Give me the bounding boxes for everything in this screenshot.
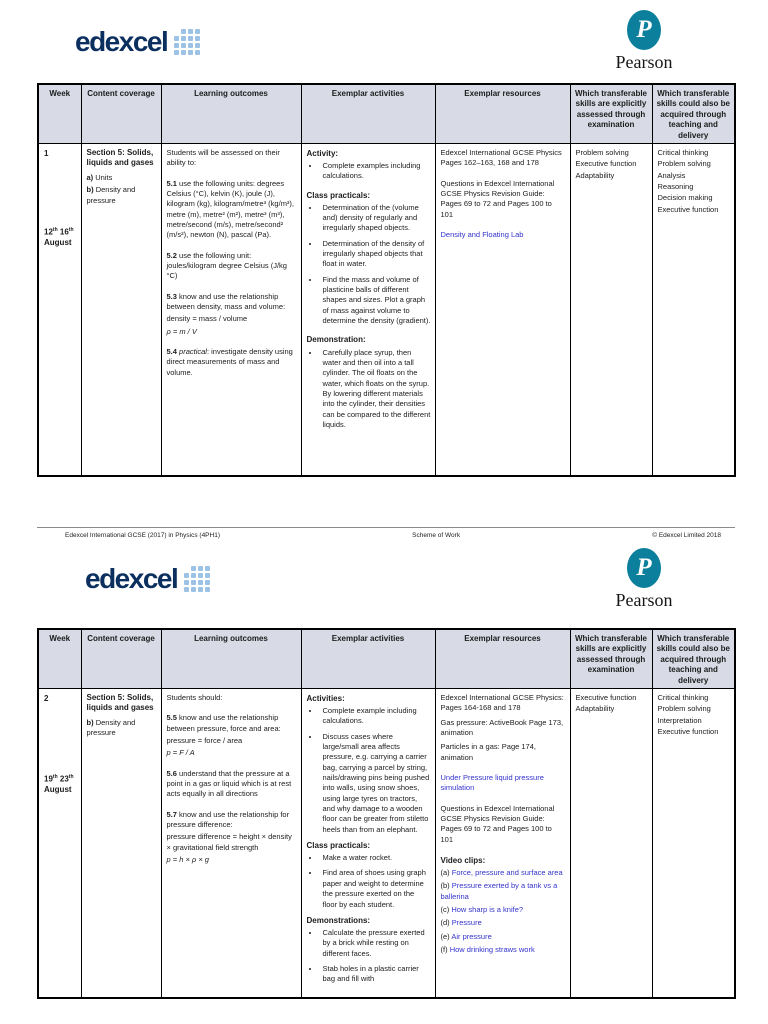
pearson-wordmark: Pearson xyxy=(615,590,673,610)
formula-words: pressure = force / area xyxy=(166,735,243,745)
class-practicals-heading: Class practicals: xyxy=(306,190,371,200)
video-clip-item: (e) Air pressure xyxy=(440,931,492,941)
resource-link-density-floating-lab[interactable]: Density and Floating Lab xyxy=(440,230,524,240)
footer-center: Scheme of Work xyxy=(412,532,461,539)
content-coverage-cell xyxy=(81,143,161,476)
edexcel-wordmark: edexcel xyxy=(85,563,178,594)
col-header-learning-outcomes: Learning outcomes xyxy=(161,629,301,688)
list-item: • Discuss cases where large/small area affects pressure, e.g. carrying a carrier bag, carrying a parcel by string, nails/drawing pins being pushed into walls, using snow shoes, using large tyres on tractors, and why damage to a wooden floor can be greater from stiletto heels than from an elephant. xyxy=(320,732,431,835)
activities-heading: Activity: xyxy=(306,148,339,158)
content-item: a) Units xyxy=(86,172,113,182)
video-link[interactable]: Pressure xyxy=(451,918,482,928)
col-header-content-coverage: Content coverage xyxy=(81,629,161,688)
video-clips-heading: Video clips: xyxy=(440,856,486,866)
week-dates: 19th 23th August xyxy=(44,773,74,795)
formula-symbols: ρ = m / V xyxy=(166,326,197,336)
edexcel-wordmark: edexcel xyxy=(75,26,168,57)
activities-heading: Activities: xyxy=(306,693,345,703)
resources-cell xyxy=(435,143,570,476)
list-item: • Find area of shoes using graph paper and weight to determine the pressure exerted on the floor by each student. xyxy=(320,868,431,909)
edexcel-dots-icon xyxy=(174,29,200,55)
class-practicals-list xyxy=(307,203,431,327)
activities-cell xyxy=(301,688,435,998)
col-header-exemplar-activities: Exemplar activities xyxy=(301,629,435,688)
list-item: • Determination of the density of irregularly shaped objects that float in water. xyxy=(320,239,431,270)
video-clip-item: (d) Pressure xyxy=(440,918,482,928)
table-header-row xyxy=(38,629,735,688)
col-header-learning-outcomes: Learning outcomes xyxy=(161,84,301,143)
pearson-logo xyxy=(608,10,680,73)
skill: Problem solving xyxy=(657,159,711,169)
skill: Problem solving xyxy=(657,704,711,714)
skill: Adaptability xyxy=(575,170,615,180)
pearson-logo xyxy=(608,548,680,611)
list-item: • Complete examples including calculations. xyxy=(320,161,431,182)
outcome-5-6: 5.6 understand that the pressure at a point in a gas or liquid which is at rest acts equally in all directions xyxy=(166,768,292,799)
demonstration-list xyxy=(307,348,431,431)
demonstration-heading: Demonstration: xyxy=(306,335,366,345)
resource-text: Edexcel International GCSE Physics: Pages 164-168 and 178 xyxy=(440,692,564,713)
skill: Analysis xyxy=(657,170,686,180)
scheme-of-work-table-week1 xyxy=(37,83,736,477)
resources-cell xyxy=(435,688,570,998)
video-link[interactable]: How sharp is a knife? xyxy=(451,905,524,915)
skill: Reasoning xyxy=(657,181,694,191)
video-clip-item: (c) How sharp is a knife? xyxy=(440,905,524,915)
list-item: • Calculate the pressure exerted by a brick while resting on different faces. xyxy=(320,928,431,959)
skills-exam-cell xyxy=(570,688,652,998)
video-clip-item: (a) Force, pressure and surface area xyxy=(440,868,563,878)
skills-exam-cell xyxy=(570,143,652,476)
skill: Executive function xyxy=(657,726,719,736)
video-clip-item: (f) How drinking straws work xyxy=(440,945,535,955)
col-header-exemplar-activities: Exemplar activities xyxy=(301,84,435,143)
outcomes-intro: Students should: xyxy=(166,692,223,702)
col-header-exemplar-resources: Exemplar resources xyxy=(435,629,570,688)
content-item: b) Density and pressure xyxy=(86,717,136,738)
week-dates: 12th 16th August xyxy=(44,226,74,248)
activities-cell xyxy=(301,143,435,476)
col-header-content-coverage: Content coverage xyxy=(81,84,161,143)
formula-symbols: p = h × ρ × g xyxy=(166,855,209,865)
col-header-skills-teaching: Which transferable skills could also be acquired through teaching and delivery xyxy=(652,629,735,688)
footer-left: Edexcel International GCSE (2017) in Physics (4PH1) xyxy=(65,532,220,539)
learning-outcomes-cell xyxy=(161,143,301,476)
skill: Executive function xyxy=(575,159,637,169)
week-month: August xyxy=(44,238,72,248)
col-header-skills-exam: Which transferable skills are explicitly assessed through examination xyxy=(570,629,652,688)
page-footer xyxy=(37,527,735,539)
edexcel-logo xyxy=(75,28,200,56)
list-item: • Make a water rocket. xyxy=(320,853,431,863)
pearson-p-icon: P xyxy=(627,548,661,588)
week-cell xyxy=(38,688,81,998)
col-header-week: Week xyxy=(38,84,81,143)
learning-outcomes-cell xyxy=(161,688,301,998)
content-item: b) Density and pressure xyxy=(86,185,136,205)
outcomes-intro: Students will be assessed on their ability to: xyxy=(166,147,280,168)
skill: Executive function xyxy=(575,692,637,702)
list-item: • Complete example including calculations. xyxy=(320,706,431,727)
col-header-skills-teaching: Which transferable skills could also be acquired through teaching and delivery xyxy=(652,84,735,143)
list-item: • Carefully place syrup, then water and then oil into a tall cylinder. The oil floats on the water, which floats on the syrup. By lowering different materials into the cylinder, their densities can be compared to the different liquids. xyxy=(320,348,431,431)
outcome-5-4: 5.4 practical: investigate density using direct measurements of mass and volume. xyxy=(166,347,293,377)
edexcel-dots-icon xyxy=(184,566,210,592)
video-clip-item: (b) Pressure exerted by a tank vs a ballerina xyxy=(440,881,558,901)
skill: Problem solving xyxy=(575,147,629,157)
edexcel-logo xyxy=(85,565,210,593)
outcome-5-5: 5.5 know and use the relationship between pressure, force and area: xyxy=(166,713,281,733)
week-number: 1 xyxy=(44,148,49,158)
formula-words: pressure difference = height × density × gravitational field strength xyxy=(166,832,292,852)
col-header-week: Week xyxy=(38,629,81,688)
video-link[interactable]: Air pressure xyxy=(451,931,492,941)
resource-text: Questions in Edexcel International GCSE Physics Revision Guide: Pages 69 to 72 and Pages 100 to 101 xyxy=(440,178,555,219)
content-coverage-cell xyxy=(81,688,161,998)
footer-right: © Edexcel Limited 2018 xyxy=(652,532,721,539)
outcome-5-2: 5.2 use the following unit: joules/kilogram degree Celsius (J/kg °C) xyxy=(166,250,287,281)
table-header-row xyxy=(38,84,735,143)
col-header-skills-exam: Which transferable skills are explicitly assessed through examination xyxy=(570,84,652,143)
class-practicals-list xyxy=(307,853,431,910)
outcome-5-3: 5.3 know and use the relationship between density, mass and volume: xyxy=(166,291,286,312)
activities-list xyxy=(307,161,431,182)
week-month: August xyxy=(44,785,72,795)
formula-words: density = mass / volume xyxy=(166,314,248,324)
video-link[interactable]: Force, pressure and surface area xyxy=(451,868,563,878)
section-title: Section 5: Solids, liquids and gases xyxy=(86,692,154,712)
skills-teaching-cell xyxy=(652,143,735,476)
pearson-wordmark: Pearson xyxy=(615,52,673,72)
outcome-5-1: 5.1 use the following units: degrees Celsius (°C), kelvin (K), joule (J), kilogram (kg), kilogram/metre³ (kg/m³), metre (m), metre² (m²), metre³ (m³), metre/second (m/s), metre/second² (m/s²), newton (N), pascal (Pa). xyxy=(166,178,295,240)
pearson-p-icon: P xyxy=(627,10,661,50)
demonstrations-list xyxy=(307,928,431,985)
outcome-5-7: 5.7 know and use the relationship for pressure difference: xyxy=(166,809,290,830)
scheme-of-work-table-week2 xyxy=(37,628,736,999)
activities-list xyxy=(307,706,431,835)
section-title: Section 5: Solids, liquids and gases xyxy=(86,147,154,167)
class-practicals-heading: Class practicals: xyxy=(306,841,371,851)
skill: Interpretation xyxy=(657,715,702,725)
resource-link-under-pressure-simulation[interactable]: Under Pressure liquid pressure simulation xyxy=(440,773,544,793)
list-item: • Find the mass and volume of plasticine balls of different shapes and sizes. Plot a graph of mass against volume to determine the density (gradient). xyxy=(320,275,431,327)
table-row xyxy=(38,143,735,476)
skill: Decision making xyxy=(657,193,713,203)
resource-text: Particles in a gas: Page 174, animation xyxy=(440,742,536,762)
skill: Critical thinking xyxy=(657,147,709,157)
list-item: • Stab holes in a plastic carrier bag and fill with xyxy=(320,964,431,985)
video-link[interactable]: How drinking straws work xyxy=(449,945,535,955)
skills-teaching-cell xyxy=(652,688,735,998)
demonstrations-heading: Demonstrations: xyxy=(306,915,371,925)
skill: Executive function xyxy=(657,204,719,214)
skill: Adaptability xyxy=(575,704,615,714)
week-cell xyxy=(38,143,81,476)
video-link[interactable]: Pressure exerted by a tank vs a ballerina xyxy=(440,881,558,901)
resource-text: Questions in Edexcel International GCSE Physics Revision Guide: Pages 69 to 72 and Pages 100 to 101 xyxy=(440,803,555,844)
resource-text: Gas pressure: ActiveBook Page 173, animation xyxy=(440,717,564,737)
week-number: 2 xyxy=(44,693,49,703)
skill: Critical thinking xyxy=(657,692,709,702)
col-header-exemplar-resources: Exemplar resources xyxy=(435,84,570,143)
formula-symbols: p = F / A xyxy=(166,748,195,758)
list-item: • Determination of the (volume and) density of regularly and irregularly shaped objects. xyxy=(320,203,431,234)
table-row xyxy=(38,688,735,998)
resource-text: Edexcel International GCSE Physics Pages 162–163, 168 and 178 xyxy=(440,147,562,168)
